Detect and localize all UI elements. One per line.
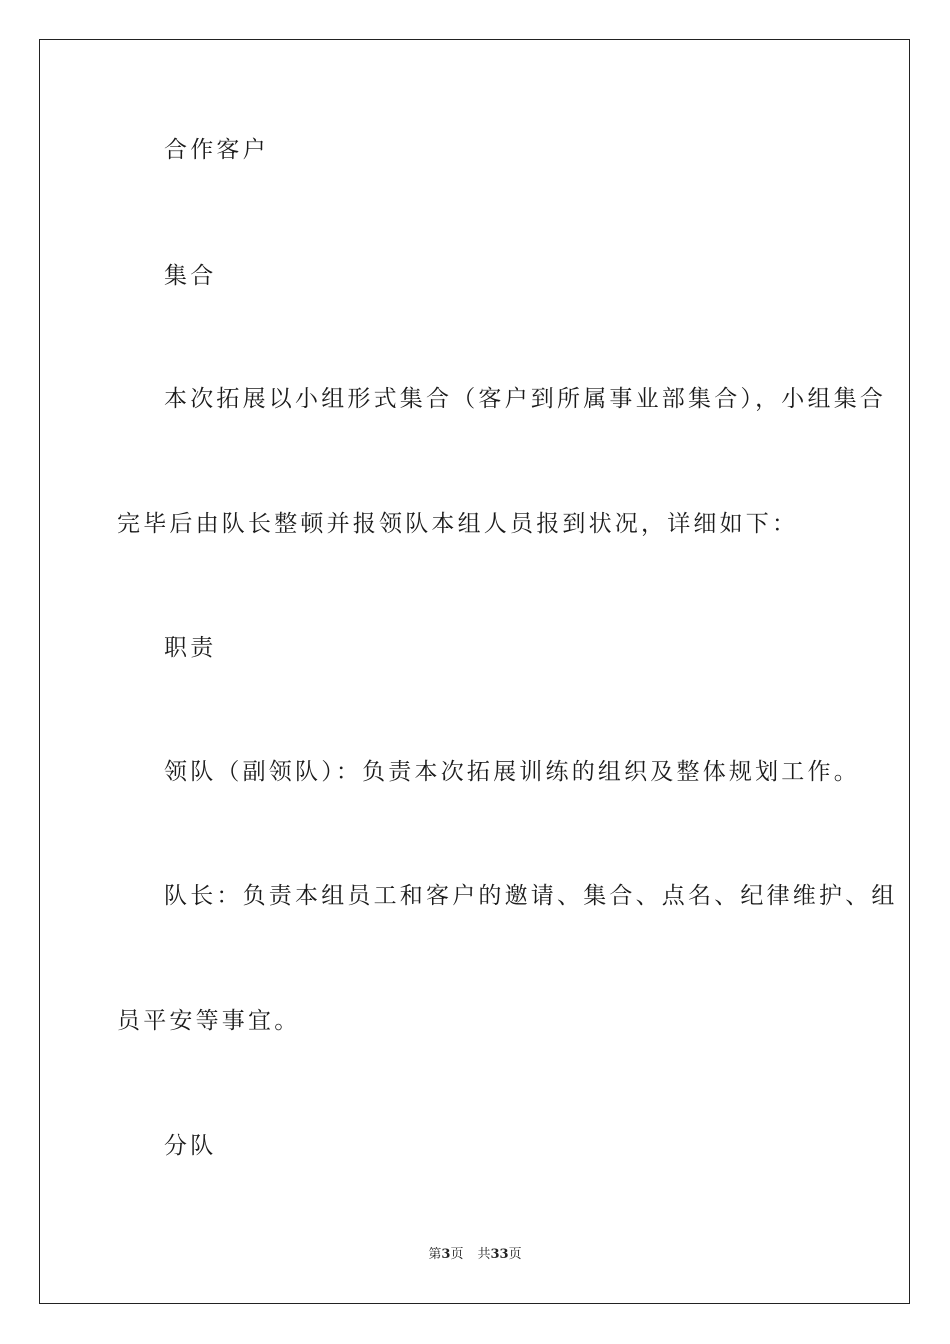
footer-total-prefix: 共	[477, 1247, 491, 1262]
paragraph-team-leader-duty: 领队（副领队）：负责本次拓展训练的组织及整体规划工作。	[164, 759, 860, 785]
page-footer	[0, 1246, 950, 1264]
heading-squads: 分队	[164, 1133, 217, 1159]
footer-page-current: 3	[441, 1247, 451, 1262]
paragraph-captain-duty-line-1: 队长：负责本组员工和客户的邀请、集合、点名、纪律维护、组	[164, 883, 898, 909]
heading-duties: 职责	[164, 635, 217, 661]
page-border	[39, 39, 910, 1304]
footer-total-suffix: 页	[508, 1247, 522, 1262]
footer-page-suffix: 页	[450, 1247, 464, 1262]
footer-page-total: 33	[490, 1247, 509, 1262]
footer-page-prefix: 第	[428, 1247, 442, 1262]
heading-assembly: 集合	[164, 263, 217, 289]
paragraph-cooperative-clients: 合作客户	[164, 137, 269, 163]
paragraph-assembly-line-2: 完毕后由队长整顿并报领队本组人员报到状况，详细如下：	[117, 511, 799, 537]
paragraph-captain-duty-line-2: 员平安等事宜。	[117, 1008, 301, 1034]
paragraph-assembly-line-1: 本次拓展以小组形式集合（客户到所属事业部集合），小组集合	[164, 386, 887, 412]
